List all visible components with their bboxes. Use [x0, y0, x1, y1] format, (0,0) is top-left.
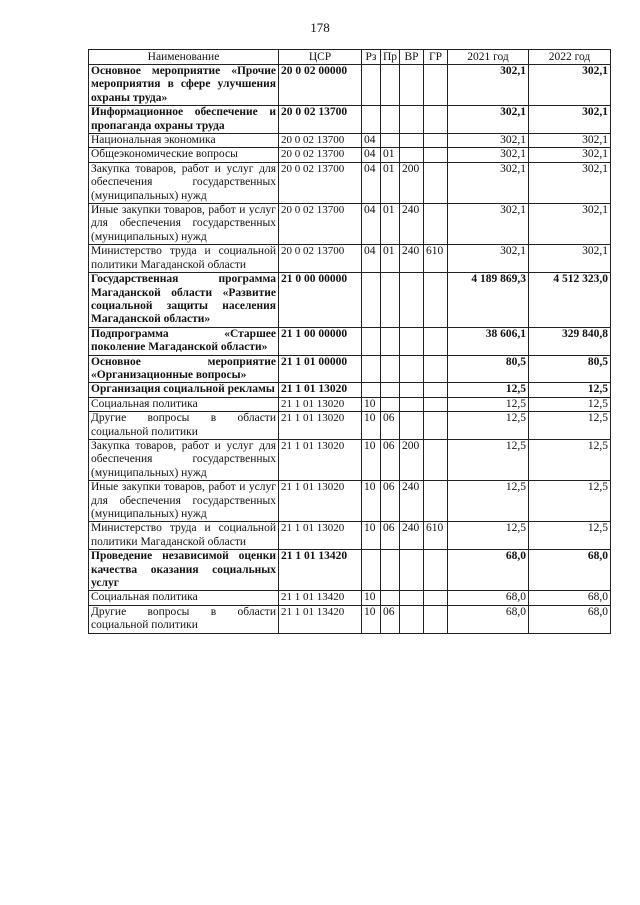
cell-pr: 06	[381, 481, 400, 522]
cell-2021: 302,1	[448, 65, 529, 106]
cell-csr: 20 0 02 00000	[279, 65, 362, 106]
cell-name: Иные закупки товаров, работ и услуг для обеспечения государственных (муниципальных) нужд	[89, 481, 279, 522]
header-2022: 2022 год	[529, 50, 611, 65]
cell-2021: 12,5	[448, 481, 529, 522]
cell-pr	[381, 591, 400, 605]
cell-rz	[362, 383, 381, 397]
cell-vr: 240	[400, 204, 424, 245]
cell-vr	[400, 383, 424, 397]
cell-name: Проведение независимой оценки качества оказания социальных услуг	[89, 550, 279, 591]
header-csr: ЦСР	[279, 50, 362, 65]
cell-2021: 68,0	[448, 550, 529, 591]
cell-name: Подпрограмма «Старшее поколение Магаданской области»	[89, 327, 279, 355]
cell-pr: 01	[381, 162, 400, 203]
cell-vr	[400, 148, 424, 162]
cell-gr: 610	[424, 245, 448, 273]
cell-2021: 38 606,1	[448, 327, 529, 355]
cell-gr	[424, 65, 448, 106]
cell-2021: 80,5	[448, 355, 529, 383]
cell-name: Национальная экономика	[89, 134, 279, 148]
cell-2022: 302,1	[529, 245, 611, 273]
cell-csr: 21 1 01 13420	[279, 550, 362, 591]
cell-gr	[424, 355, 448, 383]
cell-name: Общеэкономические вопросы	[89, 148, 279, 162]
cell-vr	[400, 273, 424, 328]
cell-2022: 12,5	[529, 397, 611, 411]
table-row	[89, 204, 611, 245]
cell-2021: 302,1	[448, 106, 529, 134]
cell-csr: 21 1 01 13020	[279, 397, 362, 411]
cell-name: Основное мероприятие «Прочие мероприятия в сфере улучшения охраны труда»	[89, 65, 279, 106]
cell-2022: 302,1	[529, 65, 611, 106]
cell-2022: 302,1	[529, 134, 611, 148]
cell-2021: 302,1	[448, 148, 529, 162]
cell-gr	[424, 162, 448, 203]
cell-2021: 302,1	[448, 162, 529, 203]
cell-name: Социальная политика	[89, 397, 279, 411]
cell-vr: 240	[400, 481, 424, 522]
cell-rz: 10	[362, 439, 381, 480]
cell-name: Другие вопросы в области социальной политики	[89, 412, 279, 440]
cell-rz	[362, 550, 381, 591]
cell-pr	[381, 65, 400, 106]
cell-rz: 04	[362, 134, 381, 148]
cell-gr	[424, 204, 448, 245]
cell-gr	[424, 550, 448, 591]
cell-2022: 302,1	[529, 162, 611, 203]
cell-2021: 12,5	[448, 412, 529, 440]
cell-pr: 06	[381, 412, 400, 440]
cell-pr	[381, 383, 400, 397]
table-row	[89, 481, 611, 522]
cell-vr: 200	[400, 439, 424, 480]
header-rz: Рз	[362, 50, 381, 65]
cell-2022: 12,5	[529, 481, 611, 522]
cell-2022: 329 840,8	[529, 327, 611, 355]
cell-vr	[400, 412, 424, 440]
cell-pr: 01	[381, 204, 400, 245]
table-row	[89, 383, 611, 397]
cell-vr	[400, 355, 424, 383]
cell-name: Организация социальной рекламы	[89, 383, 279, 397]
cell-gr	[424, 412, 448, 440]
cell-pr	[381, 355, 400, 383]
cell-2022: 12,5	[529, 383, 611, 397]
cell-name: Информационное обеспечение и пропаганда охраны труда	[89, 106, 279, 134]
cell-rz: 04	[362, 162, 381, 203]
header-gr: ГР	[424, 50, 448, 65]
cell-vr	[400, 327, 424, 355]
table-row	[89, 273, 611, 328]
cell-2022: 12,5	[529, 439, 611, 480]
header-name: Наименование	[89, 50, 279, 65]
cell-2022: 12,5	[529, 412, 611, 440]
cell-pr	[381, 273, 400, 328]
cell-csr: 20 0 02 13700	[279, 106, 362, 134]
cell-rz: 10	[362, 591, 381, 605]
cell-2022: 68,0	[529, 550, 611, 591]
header-vr: ВР	[400, 50, 424, 65]
cell-gr	[424, 605, 448, 633]
table-row	[89, 134, 611, 148]
cell-2021: 302,1	[448, 245, 529, 273]
cell-vr	[400, 106, 424, 134]
cell-name: Государственная программа Магаданской области «Развитие социальной защиты населения Магаданской области»	[89, 273, 279, 328]
cell-pr	[381, 550, 400, 591]
cell-rz: 10	[362, 397, 381, 411]
cell-gr	[424, 481, 448, 522]
budget-table	[88, 49, 611, 634]
cell-name: Министерство труда и социальной политики Магаданской области	[89, 245, 279, 273]
cell-rz: 04	[362, 204, 381, 245]
cell-csr: 21 1 01 13020	[279, 481, 362, 522]
table-row	[89, 245, 611, 273]
cell-name: Закупка товаров, работ и услуг для обеспечения государственных (муниципальных) нужд	[89, 439, 279, 480]
cell-2021: 12,5	[448, 522, 529, 550]
cell-pr: 06	[381, 439, 400, 480]
cell-pr: 06	[381, 605, 400, 633]
cell-2022: 80,5	[529, 355, 611, 383]
cell-2021: 12,5	[448, 397, 529, 411]
cell-rz: 10	[362, 412, 381, 440]
cell-csr: 21 1 01 13020	[279, 522, 362, 550]
cell-csr: 20 0 02 13700	[279, 162, 362, 203]
cell-csr: 20 0 02 13700	[279, 148, 362, 162]
table-body	[89, 65, 611, 634]
cell-csr: 21 1 01 13020	[279, 412, 362, 440]
cell-2021: 68,0	[448, 591, 529, 605]
cell-vr: 200	[400, 162, 424, 203]
cell-csr: 21 0 00 00000	[279, 273, 362, 328]
cell-gr	[424, 327, 448, 355]
cell-2021: 12,5	[448, 439, 529, 480]
cell-csr: 21 1 00 00000	[279, 327, 362, 355]
cell-csr: 21 1 01 13420	[279, 591, 362, 605]
cell-2021: 302,1	[448, 204, 529, 245]
table-row	[89, 355, 611, 383]
cell-2021: 68,0	[448, 605, 529, 633]
cell-pr: 01	[381, 148, 400, 162]
cell-csr: 21 1 01 13020	[279, 439, 362, 480]
cell-pr	[381, 106, 400, 134]
table-row	[89, 65, 611, 106]
cell-csr: 20 0 02 13700	[279, 204, 362, 245]
cell-vr	[400, 550, 424, 591]
cell-gr	[424, 591, 448, 605]
cell-name: Закупка товаров, работ и услуг для обеспечения государственных (муниципальных) нужд	[89, 162, 279, 203]
table-row	[89, 162, 611, 203]
cell-2021: 12,5	[448, 383, 529, 397]
cell-gr	[424, 397, 448, 411]
table-row	[89, 605, 611, 633]
cell-csr: 20 0 02 13700	[279, 134, 362, 148]
cell-2022: 302,1	[529, 106, 611, 134]
cell-name: Иные закупки товаров, работ и услуг для обеспечения государственных (муниципальных) нужд	[89, 204, 279, 245]
cell-vr	[400, 134, 424, 148]
cell-gr	[424, 383, 448, 397]
cell-csr: 21 1 01 13020	[279, 383, 362, 397]
cell-gr	[424, 106, 448, 134]
table-header-row	[89, 50, 611, 65]
cell-2022: 302,1	[529, 204, 611, 245]
cell-pr: 06	[381, 522, 400, 550]
cell-pr	[381, 134, 400, 148]
header-2021: 2021 год	[448, 50, 529, 65]
cell-rz	[362, 327, 381, 355]
cell-vr	[400, 591, 424, 605]
cell-csr: 21 1 01 13420	[279, 605, 362, 633]
cell-pr	[381, 397, 400, 411]
cell-rz: 04	[362, 245, 381, 273]
cell-gr	[424, 439, 448, 480]
cell-gr: 610	[424, 522, 448, 550]
table-row	[89, 397, 611, 411]
cell-rz	[362, 106, 381, 134]
cell-vr: 240	[400, 245, 424, 273]
table-row	[89, 327, 611, 355]
cell-pr	[381, 327, 400, 355]
table-row	[89, 148, 611, 162]
table-row	[89, 522, 611, 550]
table-row	[89, 412, 611, 440]
cell-2022: 4 512 323,0	[529, 273, 611, 328]
cell-rz: 04	[362, 148, 381, 162]
cell-rz	[362, 273, 381, 328]
cell-2022: 68,0	[529, 591, 611, 605]
cell-name: Министерство труда и социальной политики Магаданской области	[89, 522, 279, 550]
table-row	[89, 439, 611, 480]
page-number: 178	[310, 20, 330, 35]
cell-vr: 240	[400, 522, 424, 550]
header-pr: Пр	[381, 50, 400, 65]
cell-rz: 10	[362, 605, 381, 633]
cell-pr: 01	[381, 245, 400, 273]
cell-gr	[424, 148, 448, 162]
cell-csr: 21 1 01 00000	[279, 355, 362, 383]
cell-csr: 20 0 02 13700	[279, 245, 362, 273]
cell-2021: 4 189 869,3	[448, 273, 529, 328]
cell-name: Социальная политика	[89, 591, 279, 605]
cell-vr	[400, 65, 424, 106]
cell-name: Основное мероприятие «Организационные вопросы»	[89, 355, 279, 383]
cell-rz: 10	[362, 522, 381, 550]
table-row	[89, 550, 611, 591]
cell-rz	[362, 65, 381, 106]
cell-rz: 10	[362, 481, 381, 522]
cell-gr	[424, 273, 448, 328]
cell-2022: 12,5	[529, 522, 611, 550]
cell-name: Другие вопросы в области социальной политики	[89, 605, 279, 633]
table-row	[89, 591, 611, 605]
cell-vr	[400, 397, 424, 411]
cell-vr	[400, 605, 424, 633]
cell-2022: 68,0	[529, 605, 611, 633]
cell-2021: 302,1	[448, 134, 529, 148]
cell-2022: 302,1	[529, 148, 611, 162]
cell-gr	[424, 134, 448, 148]
cell-rz	[362, 355, 381, 383]
table-row	[89, 106, 611, 134]
